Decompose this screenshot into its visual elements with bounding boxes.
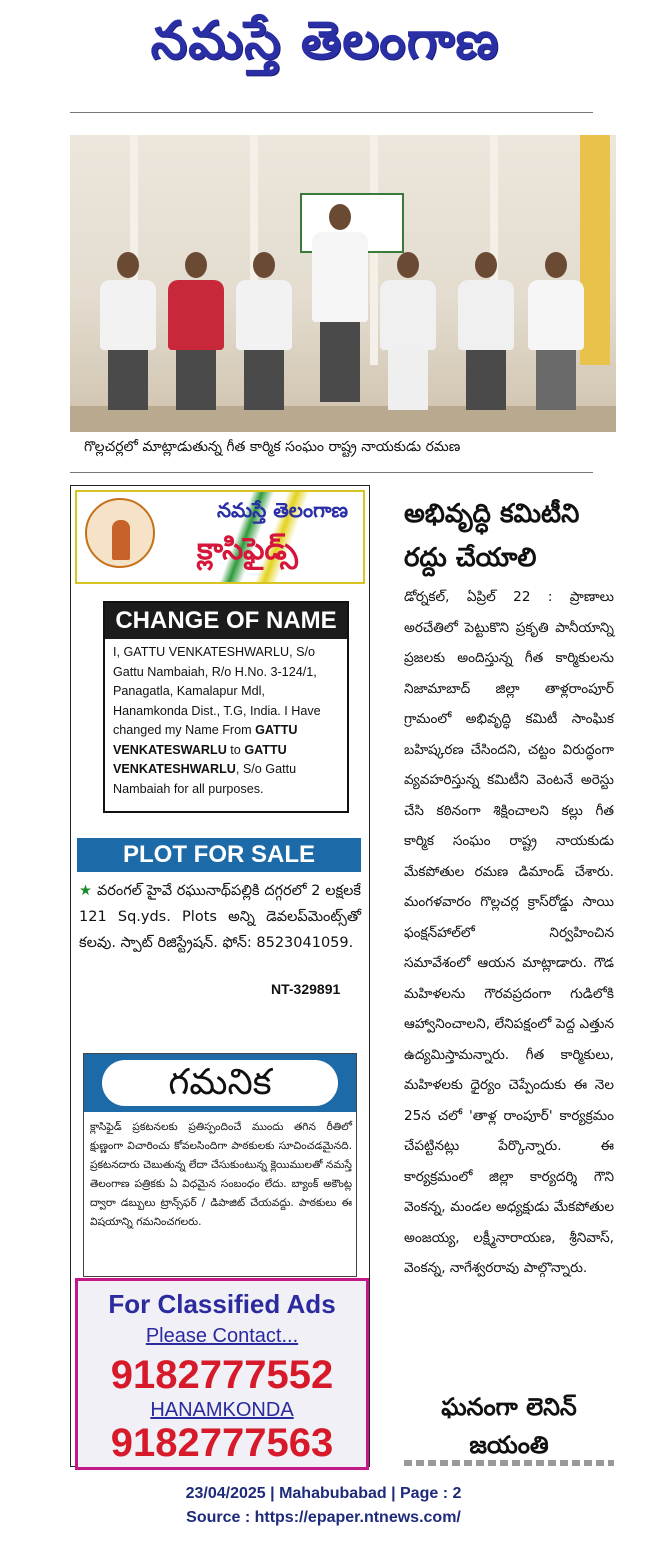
person-figure: [236, 252, 292, 410]
page-footer: [0, 1482, 647, 1530]
person-figure: [458, 252, 514, 410]
second-article-headline: ఘనంగా లెనిన్ జయంతి: [441, 1393, 577, 1459]
photo-caption: గొల్లచర్లలో మాట్లాడుతున్న గీత కార్మిక సంఘం రాష్ట్ర నాయకుడు రమణ: [84, 439, 461, 455]
article-body: డోర్నకల్, ఏప్రిల్ 22 : ప్రాణాలు అరచేతిలో పెట్టుకొని ప్రకృతి పానీయాన్ని ప్రజలకు అందిస్తున్న గీత కార్మికులను నిజామాబాద్ జిల్లా తాళ్లరాంపూర్ గ్రామంలో అభివృద్ధి కమిటీ సాంఘిక బహిష్కరణ చేసిందని, చట్టం విరుద్ధంగా వ్యవహరిస్తున్న కమిటీని వెంటనే అరెస్టు చేసి కఠినంగా శిక్షించాలని కల్లు గీత కార్మిక సంఘం రాష్ట్ర నాయకుడు మేకపోతుల రమణ డిమాండ్ చేశారు. మంగళవారం గొల్లచర్ల క్రాస్‌రోడ్డు సాయి ఫంక్షన్‌హాల్‌లో నిర్వహించిన సమావేశంలో ఆయన మాట్లాడారు. గౌడ మహిళలను గౌరవప్రదంగా గుడిలోకి ఆహ్వానించాలని, లేనిపక్షంలో పెద్ద ఎత్తున ఉద్యమిస్తామన్నారు. గీత కార్మికులు, మహిళలకు ధైర్యం చెప్పేందుకు ఈ నెల 25న చలో 'తాళ్ల రాంపూర్' కార్యక్రమం చేపట్టినట్లు పేర్కొన్నారు. ఈ కార్యక్రమంలో జిల్లా కార్యదర్శి గౌని వెంకన్న, మండల అధ్యక్షుడు మేకపోతుల అంజయ్య, లక్ష్మీనారాయణ, శ్రీనివాస్, వెంకన్న, నాగేశ్వరరావు పాల్గొన్నారు.: [404, 589, 614, 1276]
plot-for-sale-heading: PLOT FOR SALE: [77, 838, 361, 872]
cut-off-text: [404, 1460, 614, 1466]
star-icon: ★: [79, 883, 93, 899]
ads-subtitle: Please Contact...: [145, 1325, 299, 1347]
change-of-name-text: I, GATTU VENKATESHWARLU, S/o Gattu Nambaiah, R/o H.No. 3-124/1, Panagatla, Kamalapur Mdl, Hanamkonda Dist., T.G, India. I Have changed my Name From GATTU VENKATESWARLU to GATTU VENKATESHWARLU, S/o Gattu Nambaiah for all purposes.: [113, 645, 321, 796]
news-photo: [70, 135, 616, 432]
plot-for-sale-text: ★ వరంగల్ హైవే రఘునాథ్‌పల్లికి దగ్గరలో 2 లక్షలకే 121 Sq.yds. Plots అన్ని డెవలప్‌మెంట్స్‌తో కలవు. స్పాట్ రిజిస్ట్రేషన్. ఫోన్: 8523041059.: [79, 883, 362, 951]
person-figure: [100, 252, 156, 410]
person-figure: [528, 252, 584, 410]
change-of-name-heading: CHANGE OF NAME: [105, 603, 347, 639]
notice-box: [83, 1053, 357, 1277]
ads-phone-2: 9182777563: [110, 1421, 334, 1465]
masthead: [0, 0, 647, 100]
caption-divider: [70, 472, 593, 473]
footer-source: Source : https://epaper.ntnews.com/: [186, 1509, 461, 1526]
notice-text: క్లాసిఫైడ్ ప్రకటనలకు ప్రతిస్పందించే ముందు తగిన రీతిలో క్షుణ్ణంగా విచారించు కోవలసిందిగా పాఠకులకు సూచించడమైనది. ప్రకటనదారు చెబుతున్న లేదా చేసుకుంటున్న క్లెయిములతో నమస్తే తెలంగాణ పత్రికకు ఏ విధమైన సంబంధం లేదు. బ్యాంక్ అకౌంట్ల ద్వారా డబ్బులు ట్రాన్స్‌ఫర్ / డిపాజిట్ చేయవద్దు. పాఠకులు ఈ విషయాన్ని గమనించగలరు.: [90, 1121, 352, 1228]
masthead-divider: [70, 112, 593, 113]
ads-city: HANAMKONDA: [150, 1399, 294, 1421]
footer-edition: 23/04/2025 | Mahabubabad | Page : 2: [185, 1485, 462, 1502]
article-headline: అభివృద్ధి కమిటీని రద్దు చేయాలి: [404, 499, 580, 573]
speaker-figure: [312, 204, 368, 402]
classifieds-logo-line1: నమస్తే తెలంగాణ: [217, 498, 349, 522]
ads-phone-1: 9182777552: [110, 1353, 334, 1397]
ad-code: NT-329891: [271, 981, 341, 997]
classifieds-logo: [75, 490, 365, 584]
classifieds-column: [70, 485, 370, 1467]
person-figure: [380, 252, 436, 410]
classifieds-logo-line2: క్లాసిఫైడ్స్: [197, 532, 298, 567]
classifieds-emblem-icon: [85, 498, 155, 568]
change-of-name-ad: [103, 601, 349, 813]
newspaper-logo: నమస్తే తెలంగాణ: [150, 11, 500, 71]
person-figure: [168, 252, 224, 410]
classified-ads-contact: [75, 1278, 369, 1470]
notice-heading: గమనిక: [102, 1060, 338, 1106]
ads-title: For Classified Ads: [108, 1289, 336, 1319]
